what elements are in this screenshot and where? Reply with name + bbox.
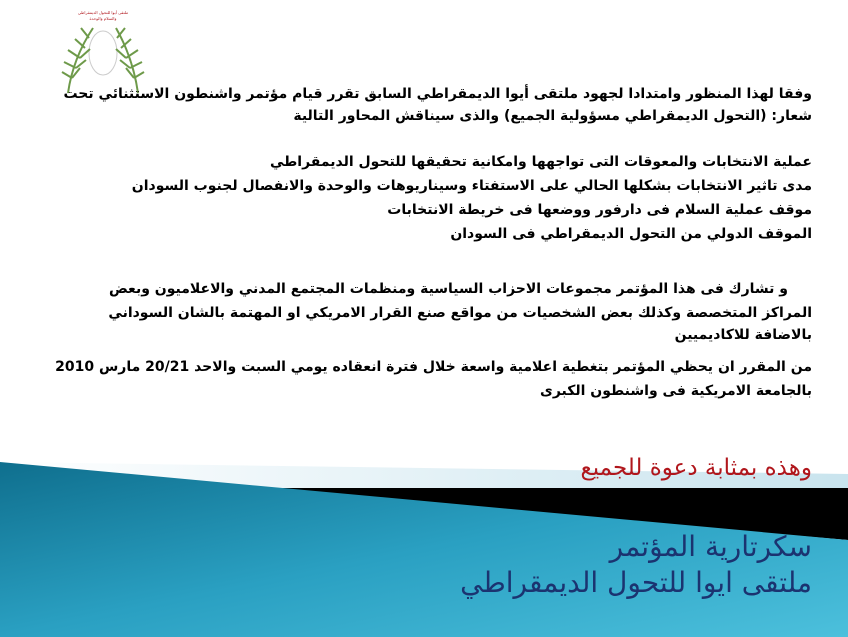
topic-item: عملية الانتخابات والمعوقات التى تواجهها وامكانية تحقيقها للتحول الديمقراطي [269, 154, 812, 170]
intro-line: وفقا لهذا المنظور وامتدادا لجهود ملتقى أيوا الديمقراطي السابق تقرر قيام مؤتمر واشنطون الاستثنائي تحت [63, 86, 812, 102]
date-line: من المقرر ان يحظي المؤتمر بتغطية اعلامية واسعة خلال فترة انعقاده يومي السبت والاحد 20/21 مارس 2010 [55, 359, 812, 375]
signature-secretariat: سكرتارية المؤتمر [609, 530, 812, 563]
participants-line: بالاضافة للاكاديميين [674, 327, 812, 343]
participants-line: المراكز المتخصصة وكذلك بعض الشخصيات من مواقع صنع القرار الامريكي او المهتمة بالشان السوداني [108, 305, 812, 321]
svg-text:والسلام والوحدة: والسلام والوحدة [89, 16, 117, 21]
topic-item: مدى تاثير الانتخابات بشكلها الحالي على الاستفتاء وسيناريوهات والوحدة والانفصال لجنوب السودان [131, 178, 812, 194]
topic-item: موقف عملية السلام فى دارفور ووضعها فى خريطة الانتخابات [387, 202, 812, 218]
signature-organization: ملتقى ايوا للتحول الديمقراطي [460, 566, 812, 599]
participants-line: و تشارك فى هذا المؤتمر مجموعات الاحزاب السياسية ومنظمات المجتمع المدني والاعلاميون وبعض [108, 281, 788, 297]
topic-item: الموقف الدولي من التحول الديمقراطي فى السودان [450, 226, 812, 242]
svg-text:ملتقى أيوا للتحول الديمقراطي: ملتقى أيوا للتحول الديمقراطي [77, 10, 129, 15]
venue-line: بالجامعة الامريكية فى واشنطون الكبرى [539, 383, 812, 399]
invitation-text: وهذه بمثابة دعوة للجميع [580, 455, 812, 481]
intro-line: شعار: (التحول الديمقراطي مسؤولية الجميع) والذى سيناقش المحاور التالية [293, 108, 812, 124]
